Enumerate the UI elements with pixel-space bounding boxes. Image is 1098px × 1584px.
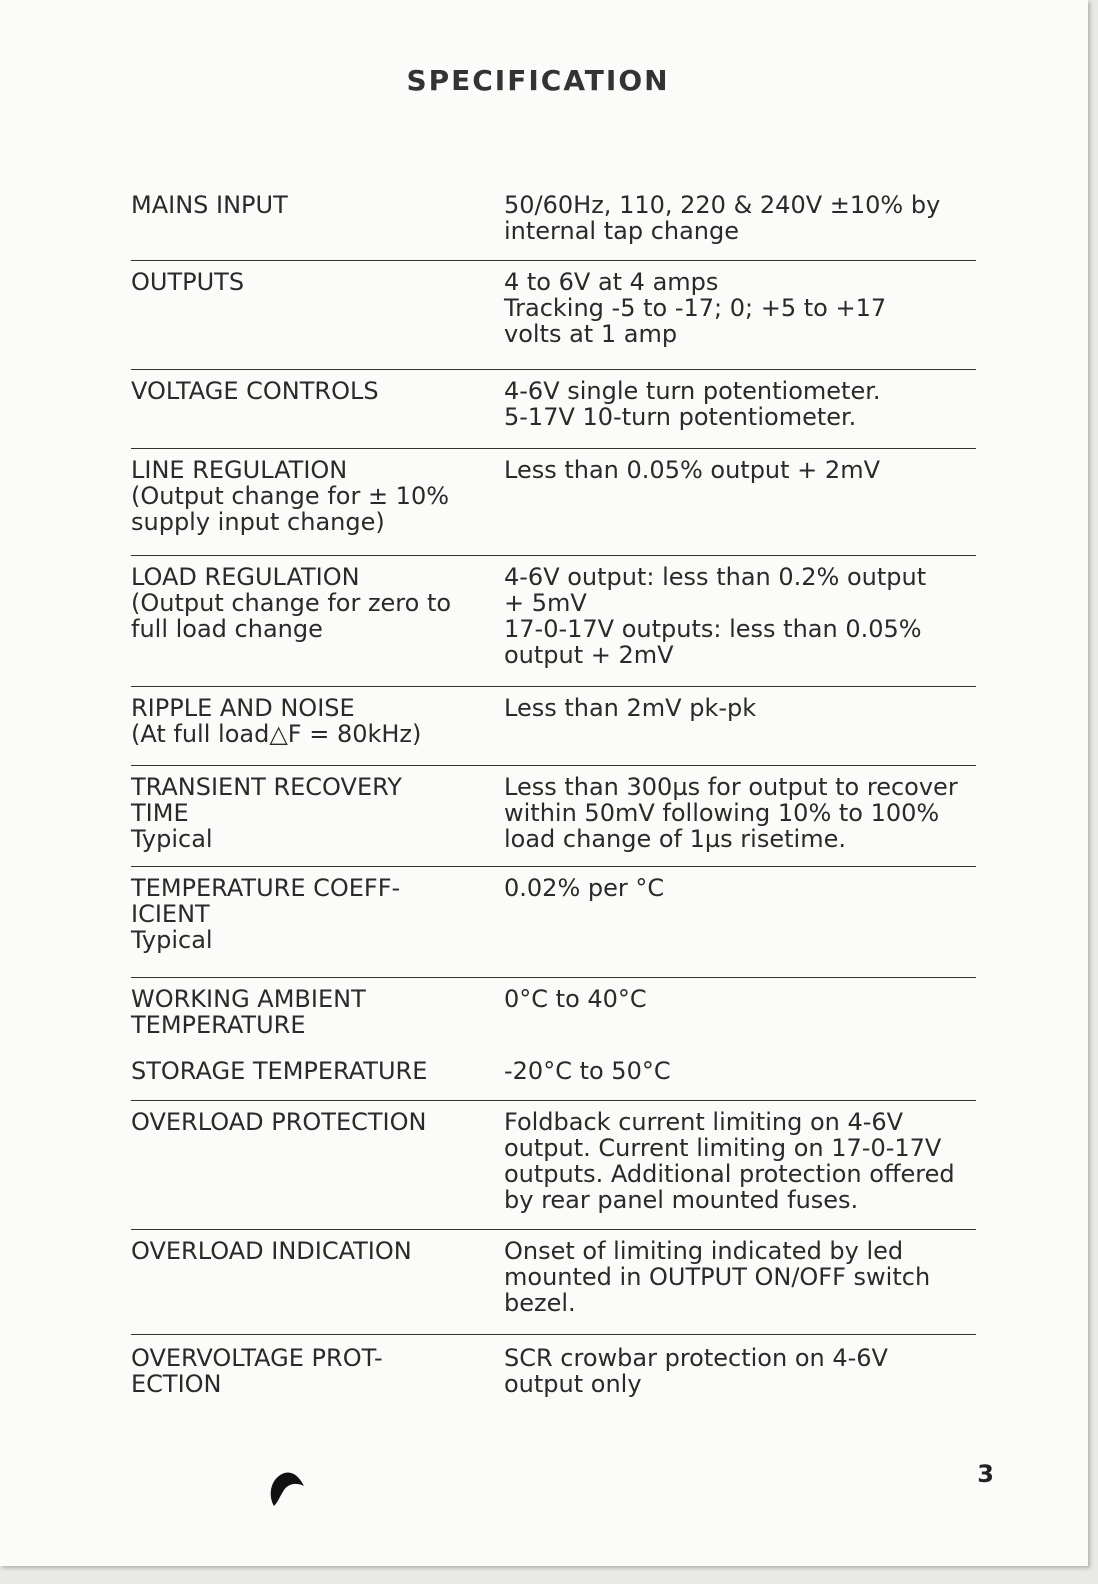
spec-row-overvoltage-protection — [131, 1334, 976, 1415]
spec-value-line: 50/60Hz, 110, 220 & 240V ±10% by — [504, 191, 941, 219]
spec-value-line: 4-6V single turn potentiometer. — [504, 377, 881, 405]
specification-table — [131, 190, 976, 1415]
spec-value-line: bezel. — [504, 1289, 576, 1317]
spec-value-line: by rear panel mounted fuses. — [504, 1186, 859, 1214]
spec-label-line: (Output change for zero to — [131, 589, 452, 617]
page-number: 3 — [977, 1460, 994, 1488]
spec-label-line: ICIENT — [131, 900, 210, 928]
spec-row-line-regulation — [131, 448, 976, 555]
spec-value-line: 17-0-17V outputs: less than 0.05% — [504, 615, 922, 643]
spec-value — [504, 695, 976, 765]
spec-value-line: load change of 1µs risetime. — [504, 825, 846, 853]
spec-value-line: Tracking -5 to -17; 0; +5 to +17 — [504, 294, 887, 322]
spec-value-line: 4-6V output: less than 0.2% output — [504, 563, 927, 591]
spec-value-line: mounted in OUTPUT ON/OFF switch — [504, 1263, 931, 1291]
spec-row-ripple-and-noise — [131, 686, 976, 765]
spec-value-line: Onset of limiting indicated by led — [504, 1237, 904, 1265]
spec-label — [131, 875, 504, 977]
spec-label-line: (At full load△F = 80kHz) — [131, 720, 422, 748]
spec-value — [504, 1058, 976, 1100]
spec-value — [504, 1238, 976, 1334]
spec-value-line: output + 2mV — [504, 641, 674, 669]
spec-value-line: + 5mV — [504, 589, 587, 617]
spec-label — [131, 457, 504, 555]
spec-label-line: supply input change) — [131, 508, 385, 536]
spec-label-line: TEMPERATURE — [131, 1011, 306, 1039]
spec-row-load-regulation — [131, 555, 976, 686]
spec-label-line: OUTPUTS — [131, 268, 245, 296]
spec-value — [504, 1345, 976, 1415]
spec-value-line: volts at 1 amp — [504, 320, 678, 348]
spec-value-line: Less than 2mV pk-pk — [504, 694, 757, 722]
spec-value — [504, 875, 976, 977]
spec-value-line: 0.02% per °C — [504, 874, 665, 902]
spec-value-line: Less than 300µs for output to recover — [504, 773, 958, 801]
spec-label-line: STORAGE TEMPERATURE — [131, 1057, 428, 1085]
spec-value-line: within 50mV following 10% to 100% — [504, 799, 940, 827]
spec-label-line: full load change — [131, 615, 323, 643]
spec-row-overload-protection — [131, 1100, 976, 1229]
spec-label — [131, 378, 504, 448]
spec-label — [131, 986, 504, 1056]
spec-label-line: OVERVOLTAGE PROT- — [131, 1344, 383, 1372]
spec-value — [504, 774, 976, 866]
spec-label — [131, 192, 504, 260]
spec-label-line: LINE REGULATION — [131, 456, 348, 484]
spec-label-line: Typical — [131, 825, 213, 853]
spec-label — [131, 695, 504, 765]
punch-hole-mark — [266, 1466, 306, 1508]
spec-label — [131, 269, 504, 369]
spec-row-transient-recovery — [131, 765, 976, 866]
spec-label-line: (Output change for ± 10% — [131, 482, 450, 510]
spec-value-line: output only — [504, 1370, 642, 1398]
spec-row-working-ambient-temperature — [131, 977, 976, 1056]
spec-label — [131, 1345, 504, 1415]
spec-label — [131, 1238, 504, 1334]
spec-value — [504, 986, 976, 1056]
spec-label — [131, 774, 504, 866]
spec-label-line: OVERLOAD INDICATION — [131, 1237, 412, 1265]
spec-label-line: MAINS INPUT — [131, 191, 288, 219]
spec-value-line: output. Current limiting on 17-0-17V — [504, 1134, 942, 1162]
spec-label-line: TRANSIENT RECOVERY — [131, 773, 402, 801]
spec-value — [504, 378, 976, 448]
spec-row-mains-input — [131, 190, 976, 260]
spec-row-voltage-controls — [131, 369, 976, 448]
spec-label-line: ECTION — [131, 1370, 222, 1398]
spec-label-line: OVERLOAD PROTECTION — [131, 1108, 427, 1136]
spec-value-line: Less than 0.05% output + 2mV — [504, 456, 880, 484]
spec-value — [504, 1109, 976, 1229]
spec-label-line: TEMPERATURE COEFF- — [131, 874, 401, 902]
page-title: SPECIFICATION — [406, 64, 670, 97]
spec-label-line: Typical — [131, 926, 213, 954]
spec-label — [131, 1109, 504, 1229]
spec-value — [504, 269, 976, 369]
spec-row-temperature-coefficient — [131, 866, 976, 977]
spec-label-line: RIPPLE AND NOISE — [131, 694, 355, 722]
spec-value — [504, 192, 976, 260]
spec-value-line: Foldback current limiting on 4-6V — [504, 1108, 904, 1136]
spec-row-outputs — [131, 260, 976, 369]
spec-label — [131, 564, 504, 686]
spec-value-line: 4 to 6V at 4 amps — [504, 268, 719, 296]
spec-value-line: internal tap change — [504, 217, 740, 245]
spec-label — [131, 1058, 504, 1100]
spec-label-line: VOLTAGE CONTROLS — [131, 377, 379, 405]
spec-label-line: LOAD REGULATION — [131, 563, 360, 591]
spec-value-line: 5-17V 10-turn potentiometer. — [504, 403, 857, 431]
spec-row-storage-temperature — [131, 1056, 976, 1100]
spec-value-line: outputs. Additional protection offered — [504, 1160, 955, 1188]
spec-row-overload-indication — [131, 1229, 976, 1334]
spec-value — [504, 564, 976, 686]
spec-label-line: WORKING AMBIENT — [131, 985, 366, 1013]
spec-value — [504, 457, 976, 555]
spec-label-line: TIME — [131, 799, 189, 827]
spec-value-line: SCR crowbar protection on 4-6V — [504, 1344, 888, 1372]
spec-value-line: -20°C to 50°C — [504, 1057, 671, 1085]
spec-value-line: 0°C to 40°C — [504, 985, 647, 1013]
